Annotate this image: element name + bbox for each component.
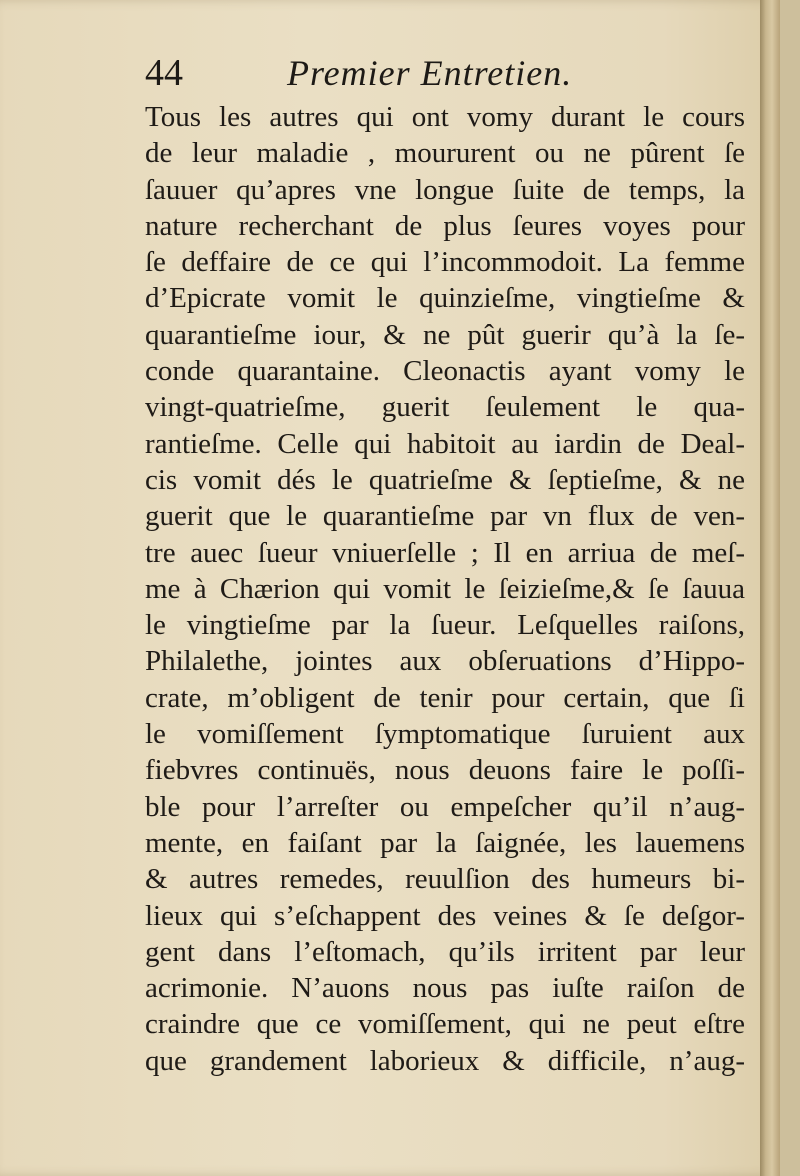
text-line: le vingtieſme par la ſueur. Leſquelles raiſons,	[145, 609, 745, 642]
text-line: fiebvres continuës, nous deuons faire le poſſi-	[145, 754, 745, 787]
text-line: vingt-quatrieſme, guerit ſeulement le qua-	[145, 391, 745, 424]
running-title: Premier Entretien.	[287, 53, 573, 93]
text-line: conde quarantaine. Cleonactis ayant vomy le	[145, 355, 745, 388]
text-line: Tous les autres qui ont vomy durant le cours	[145, 101, 745, 133]
text-line: tre auec ſueur vniuerſelle ; Il en arriua de meſ-	[145, 536, 745, 569]
text-line: rantieſme. Celle qui habitoit au iardin de Deal-	[145, 427, 745, 460]
text-line: quarantieſme iour, & ne pût guerir qu’à la ſe-	[145, 318, 745, 351]
page-header	[145, 48, 745, 98]
text-line: crate, m’obligent de tenir pour certain, que ſi	[145, 681, 745, 714]
text-line: & autres remedes, reuulſion des humeurs bi-	[145, 863, 745, 896]
text-line: cis vomit dés le quatrieſme & ſeptieſme, & ne	[145, 463, 745, 496]
text-line: me à Chærion qui vomit le ſeizieſme,& ſe ſauua	[145, 572, 745, 605]
text-line: ſe deffaire de ce qui l’incommodoit. La femme	[145, 246, 745, 279]
page-number: 44	[145, 52, 183, 94]
text-line: acrimonie. N’auons nous pas iuſte raiſon de	[145, 972, 745, 1005]
text-line: guerit que le quarantieſme par vn flux de ven-	[145, 500, 745, 533]
text-line: le vomiſſement ſymptomatique ſuruient aux	[145, 718, 745, 751]
text-line: lieux qui s’eſchappent des veines & ſe deſgor-	[145, 899, 745, 932]
text-line: craindre que ce vomiſſement, qui ne peut eſtre	[145, 1008, 745, 1041]
text-line: de leur maladie , moururent ou ne pûrent ſe	[145, 137, 745, 170]
text-line: mente, en faiſant par la ſaignée, les lauemens	[145, 826, 745, 859]
page-edge-shadow	[760, 0, 780, 1176]
text-line: Philalethe, jointes aux obſeruations d’Hippo-	[145, 645, 745, 678]
text-line: que grandement laborieux & difficile, n’aug-	[145, 1044, 745, 1077]
text-line: ſauuer qu’apres vne longue ſuite de temps, la	[145, 173, 745, 206]
text-line: ble pour l’arreſter ou empeſcher qu’il n’aug-	[145, 790, 745, 823]
text-line: d’Epicrate vomit le quinzieſme, vingtieſme &	[145, 282, 745, 315]
body-text	[145, 99, 745, 1079]
text-line: nature recherchant de plus ſeures voyes pour	[145, 209, 745, 242]
text-line: gent dans l’eſtomach, qu’ils irritent par leur	[145, 935, 745, 968]
